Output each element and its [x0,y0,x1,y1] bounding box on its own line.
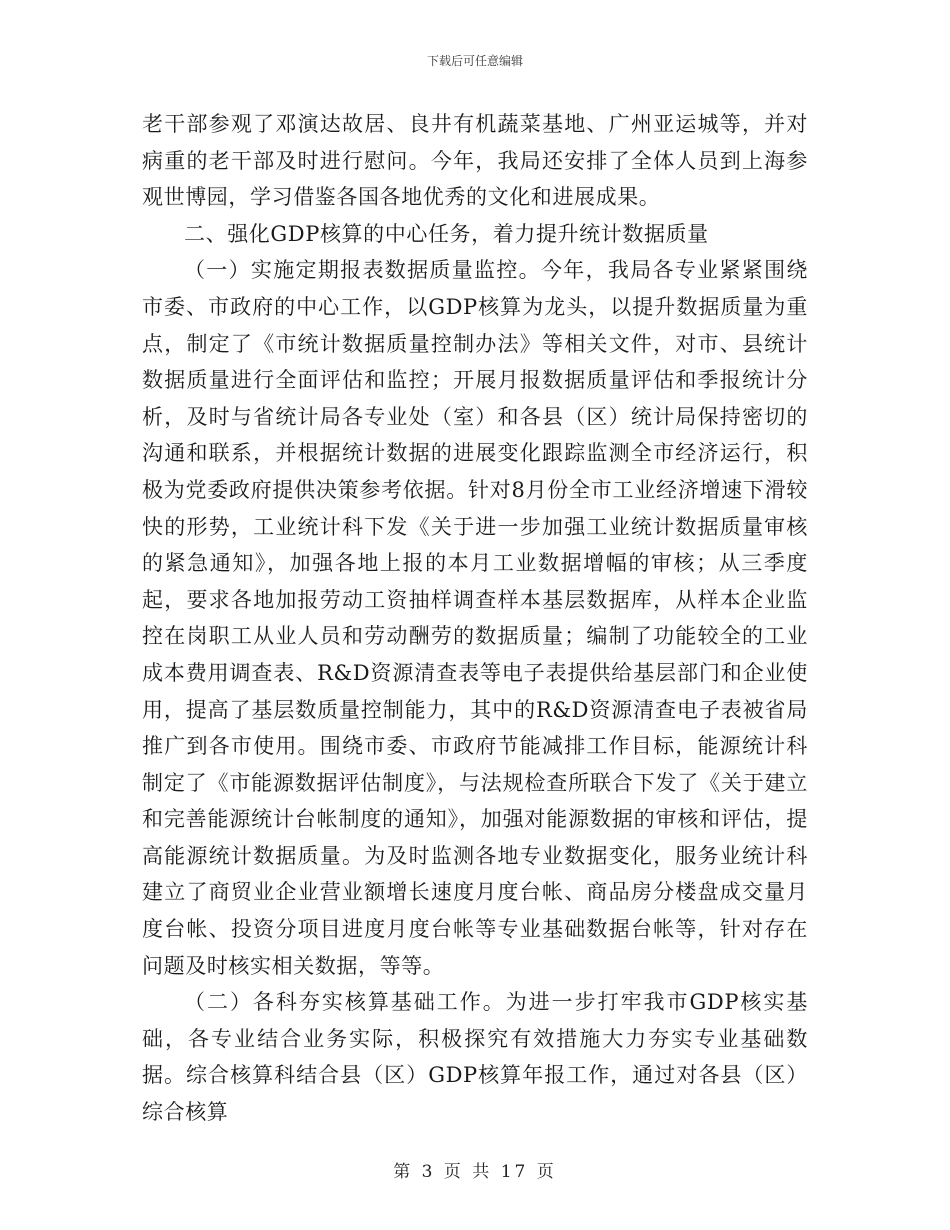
paragraph-1: 老干部参观了邓演达故居、良井有机蔬菜基地、广州亚运城等，并对病重的老干部及时进行慰问。今年，我局还安排了全体人员到上海参观世博园，学习借鉴各国各地优秀的文化和进展成果。 [142,112,808,210]
paragraph-2: （一）实施定期报表数据质量监控。今年，我局各专业紧紧围绕市委、市政府的中心工作，以GDP核算为龙头，以提升数据质量为重点，制定了《市统计数据质量控制办法》等相关文件，对市、县统计数据质量进行全面评估和监控；开展月报数据质量评估和季报统计分析，及时与省统计局各专业处（室）和各县（区）统计局保持密切的沟通和联系，并根据统计数据的进展变化跟踪监测全市经济运行，积极为党委政府提供决策参考依据。针对8月份全市工业经济增速下滑较快的形势，工业统计科下发《关于进一步加强工业统计数据质量审核的紧急通知》，加强各地上报的本月工业数据增幅的审核；从三季度起，要求各地加报劳动工资抽样调查样本基层数据库，从样本企业监控在岗职工从业人员和劳动酬劳的数据质量；编制了功能较全的工业成本费用调查表、R&D资源清查表等电子表提供给基层部门和企业使用，提高了基层数质量控制能力，其中的R&D资源清查电子表被省局推广到各市使用。围绕市委、市政府节能减排工作目标，能源统计科制定了《市能源数据评估制度》，与法规检查所联合下发了《关于建立和完善能源统计台帐制度的通知》，加强对能源数据的审核和评估，提高能源统计数据质量。为及时监测各地专业数据变化，服务业统计科建立了商贸业企业营业额增长速度月度台帐、商品房分楼盘成交量月度台帐、投资分项目进度月度台帐等专业基础数据台帐等，针对存在问题及时核实相关数据，等等。 [142,258,808,978]
document-body [142,106,808,1131]
page-number-footer: 第 3 页 共 17 页 [393,1162,557,1182]
page-header-note: 下载后可任意编辑 [426,54,523,68]
paragraph-3: （二）各科夯实核算基础工作。为进一步打牢我市GDP核实基础，各专业结合业务实际，积极探究有效措施大力夯实专业基础数据。综合核算科结合县（区）GDP核算年报工作，通过对各县（区）综合核算 [142,990,808,1125]
section-heading: 二、强化GDP核算的中心任务，着力提升统计数据质量 [184,221,709,246]
